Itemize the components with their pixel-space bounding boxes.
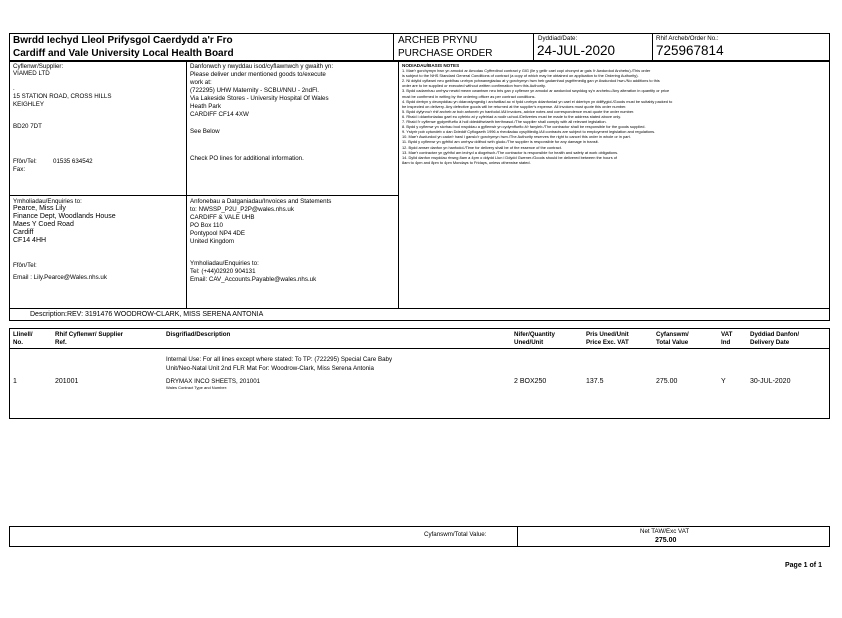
- table-header-divider: [9, 348, 830, 349]
- delivery-check-po: Check PO lines for additional information.: [190, 155, 304, 162]
- basis-notes: [402, 63, 827, 165]
- page-number: Page 1 of 1: [785, 562, 822, 569]
- delivery-heading-welsh: Danfonwch y nwyddau isod/cyflawnwch y gwaith yn:: [190, 63, 334, 70]
- order-number-value: 725967814: [656, 43, 724, 58]
- note-line: 7. Rhaid i'r cyflenwr gydymffurfio â holl ddeddfwriaeth berthnasol./The supplier shall comply with all relevant legislation.: [402, 119, 607, 125]
- org-name-english: Cardiff and Vale University Local Health Board: [13, 48, 234, 59]
- note-line: 8am to 4pm and 8pm to 4pm Mondays to Fridays, unless otherwise stated.: [402, 159, 531, 165]
- note-line: order are to be supplied or executed without written confirmation from this Authority.: [402, 83, 546, 89]
- delivery-see-below: See Below: [190, 128, 220, 135]
- col-line-header-2: No.: [13, 339, 23, 346]
- divider: [186, 61, 187, 308]
- enquiries-phone-label: Ffôn/Tel:: [13, 262, 37, 269]
- doc-title-welsh: ARCHEB PRYNU: [398, 35, 478, 46]
- line-item-name: DRYMAX INCO SHEETS, 201001: [166, 378, 261, 385]
- line-number: 1: [13, 378, 17, 385]
- line-quantity: 2 BOX250: [514, 378, 547, 385]
- supplier-postcode: BD20 7DT: [13, 123, 42, 130]
- invoices-email[interactable]: to: NWSSP_P2U_P2P@wales.nhs.uk: [190, 206, 294, 213]
- date-value: 24-JUL-2020: [537, 43, 616, 58]
- note-line: is subject to the NHS Standard General Conditions of contract (a copy of which may be obtained on application to the Ordering Authority).: [402, 73, 639, 79]
- line-vat-indicator: Y: [721, 378, 726, 385]
- line-delivery-date: 30-JUL-2020: [750, 378, 791, 385]
- doc-title-english: PURCHASE ORDER: [398, 48, 493, 59]
- date-label: Dyddiad/Date:: [538, 35, 578, 42]
- invoices-address-2: PO Box 110: [190, 222, 223, 229]
- col-delivery-date-header: Dyddiad Danfon/: [750, 331, 800, 338]
- line-contract-type: Wales Contract Type and Number:: [166, 385, 228, 390]
- org-name-welsh: Bwrdd Iechyd Lleol Prifysgol Caerdydd a'r Fro: [13, 35, 233, 46]
- delivery-address-2: Heath Park: [190, 103, 221, 110]
- note-line: 10. Mae'r Awdurdod yn cadw'r hawl i ganslo'r gorchymyn hwn./The Authority reserves the right to cancel this order in whole or in part.: [402, 134, 631, 140]
- notes-title: NODIADAU/BASIS NOTES: [402, 63, 460, 68]
- delivery-location: (722295) UHW Maternity - SCBU/NNU - 2ndFl.: [190, 87, 319, 94]
- line-total: 275.00: [656, 378, 678, 385]
- supplier-address-2: KEIGHLEY: [13, 101, 44, 108]
- enquiries-postcode: CF14 4HH: [13, 237, 47, 244]
- total-value-label: Cyfanswm/Total Value:: [424, 531, 487, 538]
- note-line: 13. Mae'r contractwr yn gyfrifol am iechyd a diogelwch./The contractor is responsible for health and safety at work obligations.: [402, 149, 619, 155]
- supplier-name: VIAMED LTD: [13, 70, 50, 77]
- col-quantity-header-2: Uned/Unit: [514, 339, 544, 346]
- supplier-fax-label: Fax:: [13, 166, 26, 173]
- note-line: 2. Ni ddylid cyflawni neu gwblhau unrhyw ychwanegiadau at y gorchymyn hwn heb gadarnhad ysgrifenedig gan yr Awdurdod hwn./No additions to this: [402, 78, 660, 84]
- net-exc-vat-value: 275.00: [655, 537, 677, 544]
- divider: [9, 195, 398, 196]
- supplier-ref: 201001: [55, 378, 79, 385]
- note-line: 5. Bydd dyfynnu'r rhif archeb ar bob anfoneb yn hanfodol./All invoices, advice notes and correspondence must quote the order number.: [402, 108, 635, 114]
- enquiries-city: Cardiff: [13, 229, 34, 236]
- supplier-label: Cyflenwr/Supplier:: [13, 63, 64, 70]
- col-delivery-date-header-2: Delivery Date: [750, 339, 790, 346]
- note-line: 12. Bydd amser danfon yn hanfodol./Time for delivery shall be of the essence of the contract.: [402, 144, 562, 150]
- line-items-table: [9, 328, 830, 419]
- totals-box: [9, 526, 830, 547]
- delivery-heading-english: Please deliver under mentioned goods to/execute: [190, 71, 326, 78]
- note-line: 3. Bydd cadarnhau unrhyw newid mewn cwantwm neu bris gan y cyflenwr yn amodol ar awdurdod swyddog sy'n archebu./Any alteration in quantity or price: [402, 88, 670, 94]
- note-line: 9. Ystyrir pob cytundeb o dan Ddeddf Cyflogaeth 1996 a rheoliadau cysylltiedig./All contracts are subject to employment legislation and regulations.: [402, 129, 656, 135]
- delivery-heading-work: work at:: [190, 79, 212, 86]
- line-description-2: Unit/Neo-Natal Unit 2nd FLR Mat For: Woodrow-Clark, Miss Serena Antonia: [166, 365, 374, 372]
- divider: [393, 33, 394, 61]
- enquiries-name: Pearce, Miss Lily: [13, 205, 66, 212]
- col-vat-header: VAT: [721, 331, 733, 338]
- col-price-header-2: Price Exc. VAT: [586, 339, 629, 346]
- note-line: 11. Bydd y cyflenwr yn gyfrifol am unrhyw ddifrod wrth gludo./The supplier is responsible for any damage in transit.: [402, 139, 599, 145]
- note-line: 14. Dylid danfon nwyddau rhwng 8am a 4pm o ddydd Llun i Ddydd Gwener./Goods should be delivered between the hours of: [402, 154, 617, 160]
- supplier-phone-label: Ffôn/Tel:: [13, 158, 37, 165]
- col-total-header-2: Total Value: [656, 339, 689, 346]
- col-total-header: Cyfanswm/: [656, 331, 689, 338]
- delivery-address-3: CARDIFF CF14 4XW: [190, 111, 249, 118]
- col-line-header: Llinell/: [13, 331, 33, 338]
- invoices-address-3: Pontypool NP4 4DE: [190, 230, 246, 237]
- line-unit-price: 137.5: [586, 378, 604, 385]
- supplier-phone: 01535 634542: [53, 158, 93, 165]
- enquiries-dept: Finance Dept, Woodlands House: [13, 213, 116, 220]
- note-line: 4. Bydd derbyn y deunyddiau yn ddarostyngedig i archwiliad ac ni fydd unrhyw ddanfoniad yn cael ei dderbyn yn ddiffygiol./Goods must be suitably packed to: [402, 98, 673, 104]
- divider: [533, 33, 534, 61]
- delivery-address-1: Via Lakeside Stores - University Hospital Of Wales: [190, 95, 329, 102]
- note-line: 6. Rhaid i ddanfoniadau gael eu cyfeirio at y cyfeiriad a nodir uchod./Deliveries must be made to the address stated above only.: [402, 113, 622, 119]
- note-line: 8. Bydd y cyflenwr yn sicrhau bod nwyddau a gyflenwir yn cydymffurfio â'r fanyleb./The contractor shall be responsible for the goods supplied.: [402, 124, 646, 130]
- invoices-address-1: CARDIFF & VALE UHB: [190, 214, 255, 221]
- note-line: be inspected on delivery. Any defective goods will be returned at the supplier's expense. All invoices must quote this order number.: [402, 103, 627, 109]
- col-price-header: Pris Uned/Unit: [586, 331, 629, 338]
- order-number-label: Rhif Archeb/Order No.:: [656, 35, 719, 42]
- enquiries-road: Maes Y Coed Road: [13, 221, 74, 228]
- net-exc-vat-label: Net TAW/Exc VAT: [640, 528, 690, 535]
- invoices-address-4: United Kingdom: [190, 238, 235, 245]
- col-ref-header-2: Ref.: [55, 339, 67, 346]
- line-description-1: Internal Use: For all lines except where stated: To TP: (722295) Special Care Baby: [166, 356, 393, 363]
- invoices-accounts-email[interactable]: Email: CAV_Accounts.Payable@wales.nhs.uk: [190, 276, 317, 283]
- col-quantity-header: Nifer/Quantity: [514, 331, 555, 338]
- invoices-enquiries-label: Ymholiadau/Enquiries to:: [190, 260, 259, 267]
- invoices-label: Anfonebau a Datganiadau/Invoices and Statements: [190, 198, 332, 205]
- col-description-header: Disgrifiad/Description: [166, 331, 231, 338]
- col-vat-header-2: Ind: [721, 339, 731, 346]
- divider: [517, 526, 518, 547]
- invoices-phone: Tel: (+44)02920 904131: [190, 268, 256, 275]
- divider: [652, 33, 653, 61]
- order-description: Description:REV: 3191476 WOODROW-CLARK, MISS SERENA ANTONIA: [30, 311, 264, 318]
- enquiries-email[interactable]: Email : Lily.Pearce@Wales.nhs.uk: [13, 274, 107, 281]
- divider: [9, 308, 830, 309]
- enquiries-label: Ymholiadau/Enquiries to:: [13, 198, 82, 205]
- note-line: must be confirmed in writing by the ordering officer as per contract conditions.: [402, 93, 536, 99]
- col-ref-header: Rhif Cyflenwr/ Supplier: [55, 331, 124, 338]
- supplier-dot: .: [13, 85, 15, 92]
- note-line: 1. Mae'r gorchymyn hwn yn amodol ar Amodau Cyffredinol contract y GIG (lle y gellir cael copi ohonynt ar gais i'r Awdurdod Archebu)./This order: [402, 68, 651, 74]
- divider: [398, 61, 399, 308]
- supplier-address-1: 15 STATION ROAD, CROSS HILLS: [13, 93, 112, 100]
